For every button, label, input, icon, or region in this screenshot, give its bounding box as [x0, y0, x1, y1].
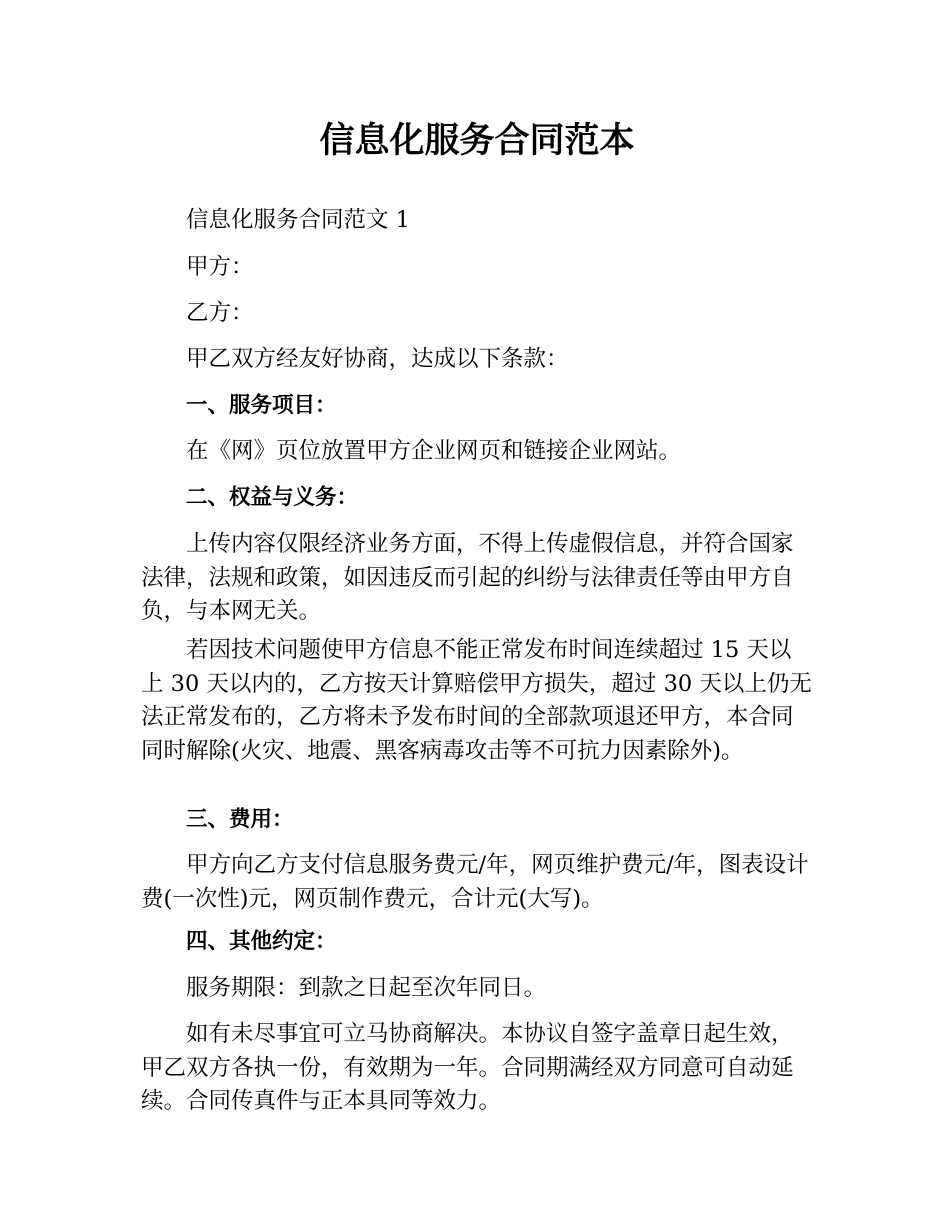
paragraph-other-terms: 如有未尽事宜可立马协商解决。本协议自签字盖章日起生效，甲乙双方各执一份，有效期为一年。合同期满经双方同意可自动延续。合同传真件与正本具同等效力。	[141, 1021, 794, 1114]
paragraph-service-period: 服务期限：到款之日起至次年同日。	[186, 975, 547, 1001]
paragraph-sample-label: 信息化服务合同范文 1	[186, 207, 410, 233]
paragraph-party-b: 乙方：	[186, 300, 254, 326]
paragraph-fees: 甲方向乙方支付信息服务费元/年，网页维护费元/年，图表设计费(一次性)元，网页制作费元，合计元(大写)。	[141, 852, 809, 912]
paragraph-intro: 甲乙双方经友好协商，达成以下条款：	[186, 346, 569, 372]
section-heading-fees: 三、费用：	[186, 807, 294, 832]
paragraph-technical-issues: 若因技术问题使甲方信息不能正常发布时间连续超过 15 天以上 30 天以内的，乙方按天计算赔偿甲方损失，超过 30 天以上仍无法正常发布的，乙方将未予发布时间的全部款项退还甲方，本合同同时解除(火灾、地震、黑客病毒攻击等不可抗力因素除外)。	[141, 637, 812, 764]
paragraph-party-a: 甲方：	[186, 254, 254, 280]
section-heading-rights-obligations: 二、权益与义务：	[186, 485, 359, 510]
section-heading-service-items: 一、服务项目：	[186, 393, 337, 418]
document-title: 信息化服务合同范本	[319, 121, 635, 161]
paragraph-service-items: 在《网》页位放置甲方企业网页和链接企业网站。	[186, 438, 682, 464]
paragraph-content-restrictions: 上传内容仅限经济业务方面，不得上传虚假信息，并符合国家法律，法规和政策，如因违反而引起的纠纷与法律责任等由甲方自负，与本网无关。	[141, 531, 794, 624]
section-heading-other-terms: 四、其他约定：	[186, 929, 337, 954]
